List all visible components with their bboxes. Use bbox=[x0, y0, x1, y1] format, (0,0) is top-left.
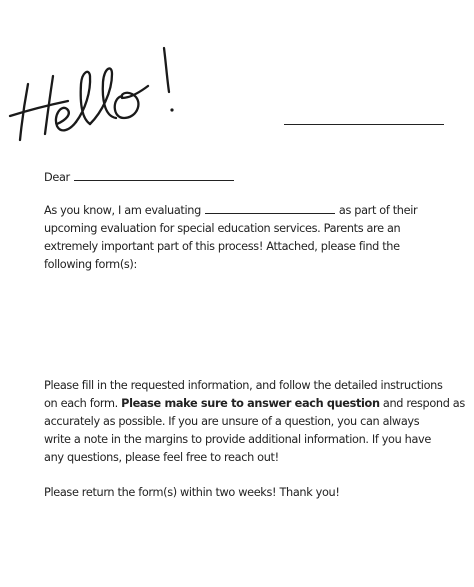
intro-line-3: extremely important part of this process! Attached, please find the bbox=[44, 240, 400, 253]
student-name-blank[interactable] bbox=[205, 201, 335, 214]
salutation bbox=[44, 168, 234, 187]
date-line[interactable] bbox=[284, 124, 444, 125]
intro-paragraph bbox=[44, 201, 417, 274]
instructions-line-1: Please fill in the requested information, and follow the detailed instructions bbox=[44, 379, 443, 392]
instructions-paragraph bbox=[44, 377, 465, 467]
instructions-text-a: on each form. bbox=[44, 397, 118, 410]
closing-line: Please return the form(s) within two weeks! Thank you! bbox=[44, 486, 340, 499]
instructions-emphasis: Please make sure to answer each question bbox=[121, 397, 380, 410]
instructions-line-3: accurately as possible. If you are unsure of a question, you can always bbox=[44, 415, 420, 428]
intro-text-part1: As you know, I am evaluating bbox=[44, 204, 201, 217]
intro-text-part2: as part of their bbox=[338, 204, 418, 217]
intro-line-2: upcoming evaluation for special education services. Parents are an bbox=[44, 222, 401, 235]
hello-heading bbox=[6, 28, 196, 148]
hello-script-graphic bbox=[6, 28, 196, 148]
instructions-line-4: write a note in the margins to provide additional information. If you have bbox=[44, 433, 431, 446]
instructions-line-2 bbox=[44, 395, 465, 413]
intro-line-4: following form(s): bbox=[44, 258, 137, 271]
parent-name-blank[interactable] bbox=[74, 168, 234, 181]
instructions-line-5: any questions, please feel free to reach out! bbox=[44, 451, 279, 464]
instructions-text-b: and respond as bbox=[382, 397, 465, 410]
intro-line-1 bbox=[44, 201, 417, 220]
dear-label: Dear bbox=[44, 171, 70, 184]
